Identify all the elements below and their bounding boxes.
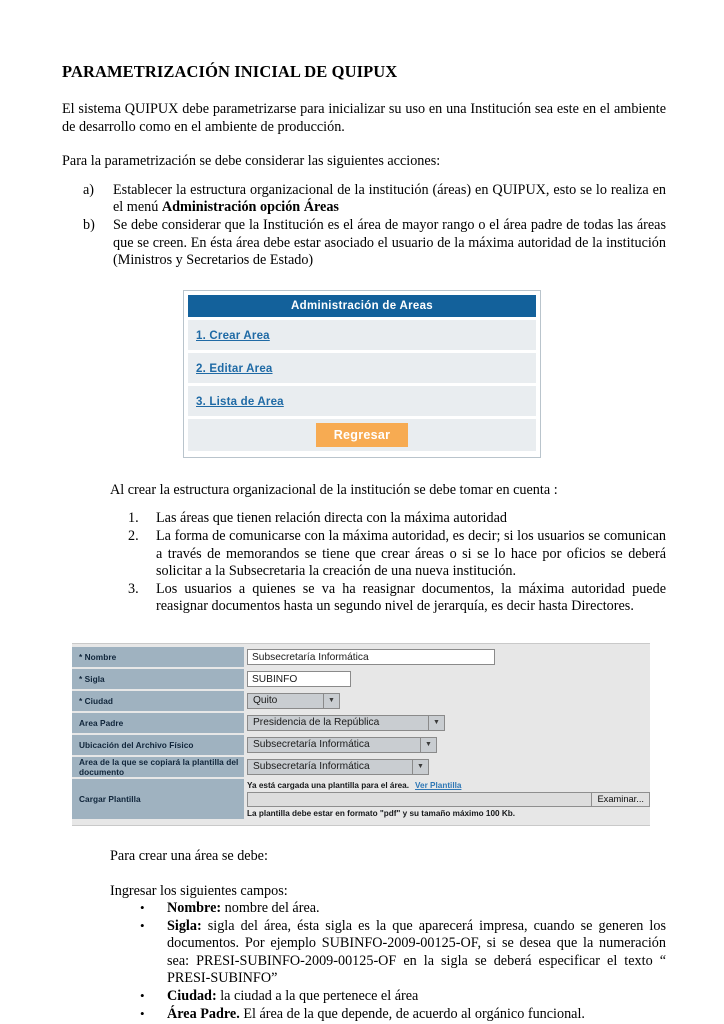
area-padre-select-value: Presidencia de la República bbox=[253, 717, 380, 729]
ubicacion-archivo-select[interactable] bbox=[247, 737, 437, 753]
list-item-text: Los usuarios a quienes se va ha reasignar documentos, la máxima autoridad puede reasignar documentos hasta un segundo nivel de jerarquía, es decir hasta Directores. bbox=[156, 580, 666, 615]
form-label-area-padre: Area Padre bbox=[72, 713, 244, 733]
form-row-ubicacion-archivo bbox=[72, 735, 650, 755]
chevron-down-icon: ▼ bbox=[428, 716, 444, 730]
bullet-icon: • bbox=[140, 988, 145, 1004]
intro-paragraph: El sistema QUIPUX debe parametrizarse para inicializar su uso en una Institución sea este en el ambiente de desarrollo como en el ambiente de producción. bbox=[62, 101, 666, 135]
panel-row-lista-de-area[interactable] bbox=[188, 386, 536, 416]
form-field-ciudad-cell bbox=[244, 691, 650, 711]
bullet-text: nombre del área. bbox=[221, 900, 320, 917]
form-field-area-plantilla-cell bbox=[244, 757, 650, 777]
area-padre-select[interactable] bbox=[247, 715, 445, 731]
list-item bbox=[140, 988, 666, 1006]
ciudad-select-value: Quito bbox=[253, 695, 278, 707]
form-label-ubicacion-archivo: Ubicación del Archivo Físico bbox=[72, 735, 244, 755]
plantilla-note bbox=[247, 781, 650, 790]
list-item bbox=[83, 217, 666, 270]
link-crear-area[interactable]: 1. Crear Area bbox=[196, 329, 270, 342]
administracion-de-areas-panel bbox=[183, 290, 541, 458]
bottom-block bbox=[110, 848, 666, 1023]
bullet-list bbox=[110, 900, 666, 1023]
alpha-list bbox=[62, 182, 666, 270]
form-row-area-padre bbox=[72, 713, 650, 733]
form-row-cargar-plantilla bbox=[72, 779, 650, 819]
crear-area-form-screenshot bbox=[72, 643, 650, 826]
middle-block bbox=[110, 482, 666, 616]
form-field-ubicacion-cell bbox=[244, 735, 650, 755]
form-field-sigla-cell bbox=[244, 669, 650, 689]
list-marker: 3. bbox=[128, 580, 139, 597]
bullet-term: Sigla: bbox=[167, 917, 202, 934]
area-plantilla-select[interactable] bbox=[247, 759, 429, 775]
area-plantilla-select-value: Subsecretaría Informática bbox=[253, 761, 370, 773]
numbered-list bbox=[110, 510, 666, 616]
link-editar-area[interactable]: 2. Editar Area bbox=[196, 362, 273, 375]
list-item-text: Las áreas que tienen relación directa con la máxima autoridad bbox=[156, 510, 507, 527]
cargar-plantilla-block bbox=[244, 779, 650, 819]
chevron-down-icon: ▼ bbox=[420, 738, 436, 752]
actions-lead-paragraph: Para la parametrización se debe considerar las siguientes acciones: bbox=[62, 153, 441, 170]
list-item bbox=[128, 528, 666, 581]
form-field-nombre-cell bbox=[244, 647, 650, 667]
bullet-icon: • bbox=[140, 900, 145, 916]
form-label-sigla: * Sigla bbox=[72, 669, 244, 689]
form-row-nombre bbox=[72, 647, 650, 667]
panel-row-crear-area[interactable] bbox=[188, 320, 536, 350]
form-label-area-plantilla: Area de la que se copiará la plantilla del documento bbox=[72, 757, 244, 777]
bullet-text: El área de la que depende, de acuerdo al orgánico funcional. bbox=[239, 1005, 585, 1022]
page-title: PARAMETRIZACIÓN INICIAL DE QUIPUX bbox=[62, 62, 398, 81]
plantilla-help-text: La plantilla debe estar en formato "pdf" y su tamaño máximo 100 Kb. bbox=[247, 808, 516, 818]
form-label-nombre: * Nombre bbox=[72, 647, 244, 667]
panel-row-editar-area[interactable] bbox=[188, 353, 536, 383]
link-lista-de-area[interactable]: 3. Lista de Area bbox=[196, 395, 284, 408]
list-item bbox=[140, 1006, 666, 1024]
list-item-text: Establecer la estructura organizacional de la institución (áreas) en QUIPUX, esto se lo realiza en el menú bbox=[113, 181, 666, 216]
list-item bbox=[83, 182, 666, 217]
bullet-icon: • bbox=[140, 917, 145, 933]
list-item-text: Se debe considerar que la Institución es el área de mayor rango o el área padre de todas las áreas que se creen. En ésta área debe estar asociado el usuario de la máxima autoridad de la institución (Ministros y Secretarios de Estado) bbox=[113, 216, 666, 269]
bullet-term: Nombre: bbox=[167, 900, 222, 917]
examinar-button[interactable]: Examinar... bbox=[592, 792, 650, 807]
form-row-ciudad bbox=[72, 691, 650, 711]
list-item-bold: Administración opción Áreas bbox=[161, 199, 339, 216]
form-row-area-plantilla bbox=[72, 757, 650, 777]
panel-header: Administración de Areas bbox=[188, 295, 536, 317]
list-marker: b) bbox=[83, 216, 95, 233]
file-upload-row bbox=[247, 792, 650, 807]
form-label-cargar-plantilla: Cargar Plantilla bbox=[72, 779, 244, 819]
bullet-text: sigla del área, ésta sigla es la que aparecerá impresa, cuando se generen los documentos. Por ejemplo SUBINFO-2009-00125-OF, si se desea que la numeración sea: PRESI-SUBINFO-2009-00125-OF en la sigla se deberá especificar el texto “ PRESI-SUBINFO” bbox=[167, 917, 666, 987]
sigla-input[interactable]: SUBINFO bbox=[247, 671, 351, 687]
plantilla-note-text: Ya está cargada una plantilla para el área. bbox=[247, 780, 410, 790]
ubicacion-select-value: Subsecretaría Informática bbox=[253, 739, 370, 751]
ciudad-select[interactable] bbox=[247, 693, 340, 709]
chevron-down-icon: ▼ bbox=[323, 694, 339, 708]
list-marker: a) bbox=[83, 181, 95, 198]
list-marker: 1. bbox=[128, 510, 139, 527]
middle-lead: Al crear la estructura organizacional de la institución se debe tomar en cuenta : bbox=[110, 481, 558, 498]
list-item bbox=[128, 510, 666, 528]
bullet-icon: • bbox=[140, 1005, 145, 1021]
bottom-lead-1: Para crear una área se debe: bbox=[110, 847, 268, 864]
panel-footer bbox=[188, 419, 536, 451]
bullet-text: la ciudad a la que pertenece el área bbox=[216, 988, 419, 1005]
form-label-ciudad: * Ciudad bbox=[72, 691, 244, 711]
bottom-lead-2: Ingresar los siguientes campos: bbox=[110, 882, 288, 899]
bullet-term: Área Padre. bbox=[167, 1005, 240, 1022]
list-marker: 2. bbox=[128, 527, 139, 544]
form-row-sigla bbox=[72, 669, 650, 689]
form-field-area-padre-cell bbox=[244, 713, 650, 733]
list-item bbox=[128, 581, 666, 616]
bullet-term: Ciudad: bbox=[167, 988, 217, 1005]
nombre-input[interactable]: Subsecretaría Informática bbox=[247, 649, 495, 665]
plantilla-file-input[interactable] bbox=[247, 792, 592, 807]
list-item bbox=[140, 918, 666, 988]
regresar-button[interactable]: Regresar bbox=[316, 423, 409, 447]
chevron-down-icon: ▼ bbox=[412, 760, 428, 774]
ver-plantilla-link[interactable]: Ver Plantilla bbox=[415, 780, 462, 790]
list-item bbox=[140, 900, 666, 918]
list-item-text: La forma de comunicarse con la máxima autoridad, es decir; si los usuarios se comunican a través de memorandos se tiene que crear áreas o si se lo hace por oficios se deberá solicitar a la Subsecretaria la creación de una nueva institución. bbox=[156, 527, 666, 580]
